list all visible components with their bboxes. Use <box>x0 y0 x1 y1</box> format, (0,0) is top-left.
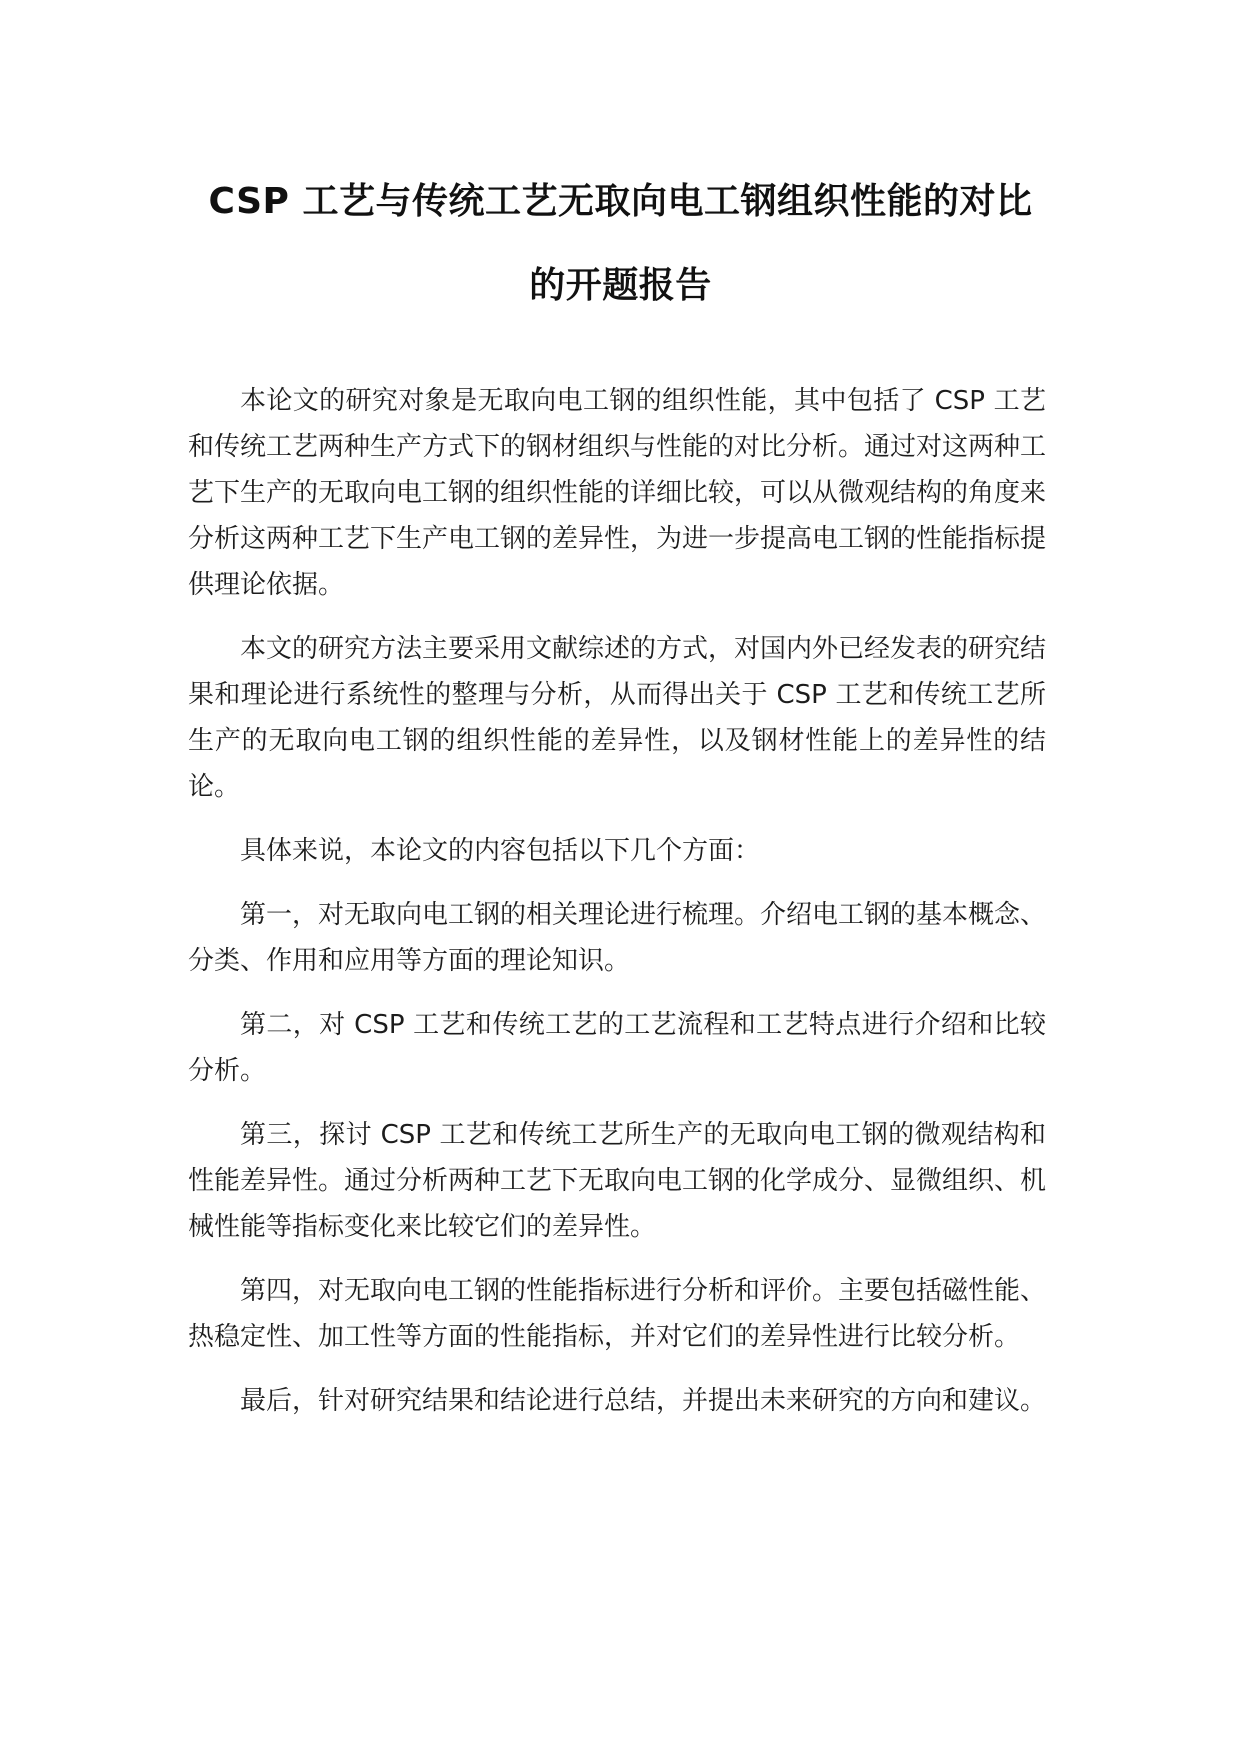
paragraph-research-method: 本文的研究方法主要采用文献综述的方式，对国内外已经发表的研究结果和理论进行系统性的整理与分析，从而得出关于 CSP 工艺和传统工艺所生产的无取向电工钢的组织性能的差异性，以及钢材性能上的差异性的结论。 <box>188 634 1047 802</box>
document-title <box>150 160 1091 328</box>
paragraph-fourth: 第四，对无取向电工钢的性能指标进行分析和评价。主要包括磁性能、热稳定性、加工性等方面的性能指标，并对它们的差异性进行比较分析。 <box>188 1276 1047 1352</box>
paragraph-first: 第一，对无取向电工钢的相关理论进行梳理。介绍电工钢的基本概念、分类、作用和应用等方面的理论知识。 <box>188 900 1047 976</box>
title-line-1: CSP 工艺与传统工艺无取向电工钢组织性能的对比 <box>208 181 1033 222</box>
title-line-2: 的开题报告 <box>529 265 712 306</box>
document-body <box>188 378 1046 1442</box>
paragraph-second: 第二，对 CSP 工艺和传统工艺的工艺流程和工艺特点进行介绍和比较分析。 <box>188 1010 1046 1086</box>
paragraph-third: 第三，探讨 CSP 工艺和传统工艺所生产的无取向电工钢的微观结构和性能差异性。通过分析两种工艺下无取向电工钢的化学成分、显微组织、机械性能等指标变化来比较它们的差异性。 <box>188 1120 1047 1242</box>
paragraph-research-object: 本论文的研究对象是无取向电工钢的组织性能，其中包括了 CSP 工艺和传统工艺两种生产方式下的钢材组织与性能的对比分析。通过对这两种工艺下生产的无取向电工钢的组织性能的详细比较，可以从微观结构的角度来分析这两种工艺下生产电工钢的差异性，为进一步提高电工钢的性能指标提供理论依据。 <box>188 386 1047 600</box>
paragraph-content-intro: 具体来说，本论文的内容包括以下几个方面： <box>240 836 761 866</box>
paragraph-finally: 最后，针对研究结果和结论进行总结，并提出未来研究的方向和建议。 <box>240 1386 1047 1416</box>
